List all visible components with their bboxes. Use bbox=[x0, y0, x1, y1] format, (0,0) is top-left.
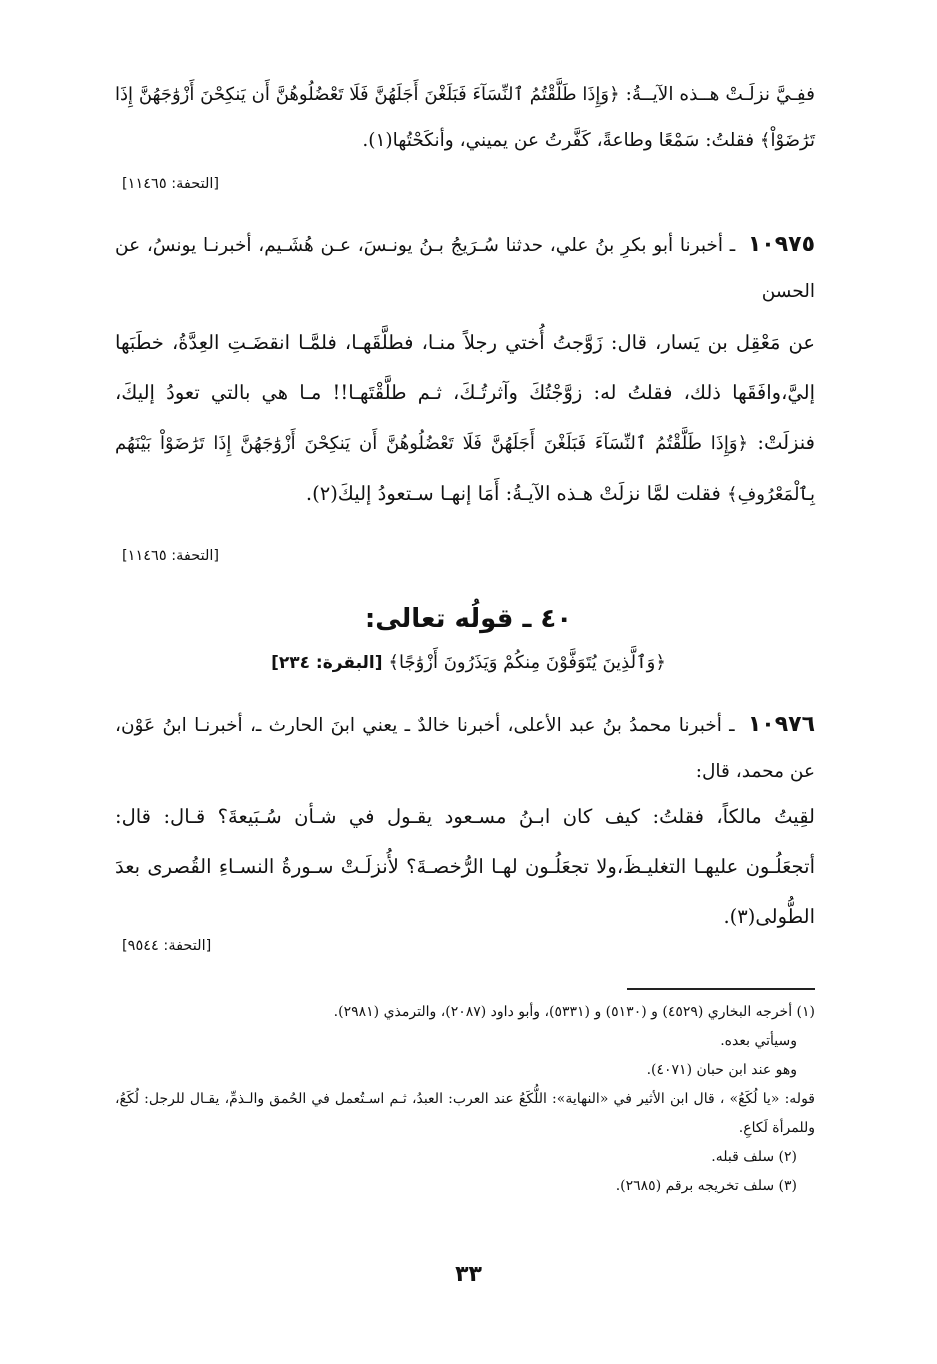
footnote-3: (٣) سلف تخريجه برقم (٢٦٨٥). bbox=[615, 1178, 797, 1194]
tuhfa-reference: [التحفة: ١١٤٦٥] bbox=[122, 176, 220, 192]
entry-number: ١٠٩٧٥ bbox=[747, 232, 815, 257]
quran-verse: ﴿وَإِذَا طَلَّقْتُمُ ٱلنِّسَآءَ فَبَلَغْنَ أَجَلَهُنَّ فَلَا تَعْضُلُوهُنَّ أَن يَنكِحْنَ أَزْوَٰجَهُنَّ إِذَا تَرَٰضَوْاْ بَيْنَهُم بِٱلْمَعْرُوفِ﴾ bbox=[115, 433, 815, 505]
page-number: ٣٣ bbox=[455, 1262, 482, 1287]
hadith-entry-10975-isnad bbox=[115, 222, 815, 315]
hadith-text: عن مَعْقِل بن يَسار، قال: زَوَّجتُ أُختي رجلاً منـا، فطلَّقَهـا، فلمَّـا انقضَـتِ العِدَّةُ، خطَبَها إليَّ،وافَقَها ذلك، فقلتُ له: زوَّجْتُكَ وآثرتُـكَ، ثـم طلَّقْتَهـا!! مـا هي بالتي تعودُ إليكَ، فنزلَتْ: bbox=[115, 331, 815, 454]
hadith-entry-10976-isnad bbox=[115, 702, 815, 795]
quran-verse: ﴿وَٱلَّذِينَ يُتَوَفَّوْنَ مِنكُمْ وَيَذَرُونَ أَزْوَٰجًا﴾ bbox=[388, 652, 666, 673]
paragraph-tail: فقلتُ: سَمْعًا وطاعةً، كَفَّرتُ عن يميني، وأنكَحْتُها(١). bbox=[362, 130, 760, 151]
hadith-text: لقِيتُ مالكاً، فقلتُ: كيف كان ابـنُ مسـعود يقـول في شـأن سُـبَيعةَ؟ قـال: قال: أتجعَلُـون عليهـا التغليـظَ،ولا تجعَلُـون لهـا الرُّخصـةَ؟ لأُنزلَـتْ سـورةُ النسـاءِ القُصرى بعدَ الطُّولى(٣). bbox=[115, 805, 815, 928]
section-verse-line bbox=[0, 652, 937, 673]
paragraph-lead: ففِـيَّ نزلَـتْ هــذه الآيــةُ: bbox=[619, 84, 815, 105]
footnote-separator bbox=[627, 988, 815, 990]
paragraph-continuation bbox=[115, 72, 815, 164]
footnote-2: (٢) سلف قبله. bbox=[711, 1149, 797, 1165]
footnote-1-note: وهو عند ابن حبان (٤٠٧١). bbox=[646, 1062, 797, 1078]
footnote-1-gloss: قوله: «يا لُكَعُ» ، قال ابن الأثير في «النهاية»: اللُّكَعُ عند العرب: العبدُ، ثـم اسـتُعمل في الحُمق والـذمِّ، يقـال للرجل: لُكَعُ، وللمرأة لَكاعِ. bbox=[115, 1091, 815, 1136]
tuhfa-reference: [التحفة: ٩٥٤٤] bbox=[122, 938, 212, 954]
hadith-text-tail: فقلت لمَّا نزلَتْ هـذه الآيـةُ: أَمَا إنهـا سـتعودُ إليكَ(٢). bbox=[305, 482, 728, 505]
isnad-text: ـ أخبرنا أبو بكرِ بنُ علي، حدثنا سُـرَيجُ بـنُ يونـسَ، عـن هُشَـيم، أخبرنـا يونسُ، عن الحسن bbox=[115, 235, 815, 302]
isnad-text: ـ أخبرنا محمدُ بنُ عبد الأعلى، أخبرنا خالدٌ ـ يعني ابنَ الحارث ـ، أخبرنـا ابنُ عَوْن، عن محمد، قال: bbox=[115, 715, 815, 782]
footnote-1: (١) أخرجه البخاري (٤٥٢٩) و (٥١٣٠) و (٥٣٣١)، وأبو داود (٢٠٨٧)، والترمذي (٢٩٨١). bbox=[333, 1004, 815, 1020]
hadith-entry-10975-text bbox=[115, 318, 815, 520]
footnote-1-note: وسيأتي بعده. bbox=[720, 1033, 797, 1049]
section-title: ٤٠ ـ قولُه تعالى: bbox=[364, 604, 573, 634]
footnotes bbox=[115, 998, 815, 1201]
hadith-entry-10976-text bbox=[115, 792, 815, 942]
quran-verse: ﴿وَإِذَا طَلَّقْتُمُ ٱلنِّسَآءَ فَبَلَغْنَ أَجَلَهُنَّ فَلَا تَعْضُلُوهُنَّ أَن يَنكِحْنَ أَزْوَٰجَهُنَّ إِذَا تَرَٰضَوْاْ﴾ bbox=[115, 84, 815, 151]
tuhfa-reference: [التحفة: ١١٤٦٥] bbox=[122, 548, 220, 564]
surah-reference: [البقرة: ٢٣٤] bbox=[271, 653, 389, 673]
entry-number: ١٠٩٧٦ bbox=[747, 712, 815, 737]
